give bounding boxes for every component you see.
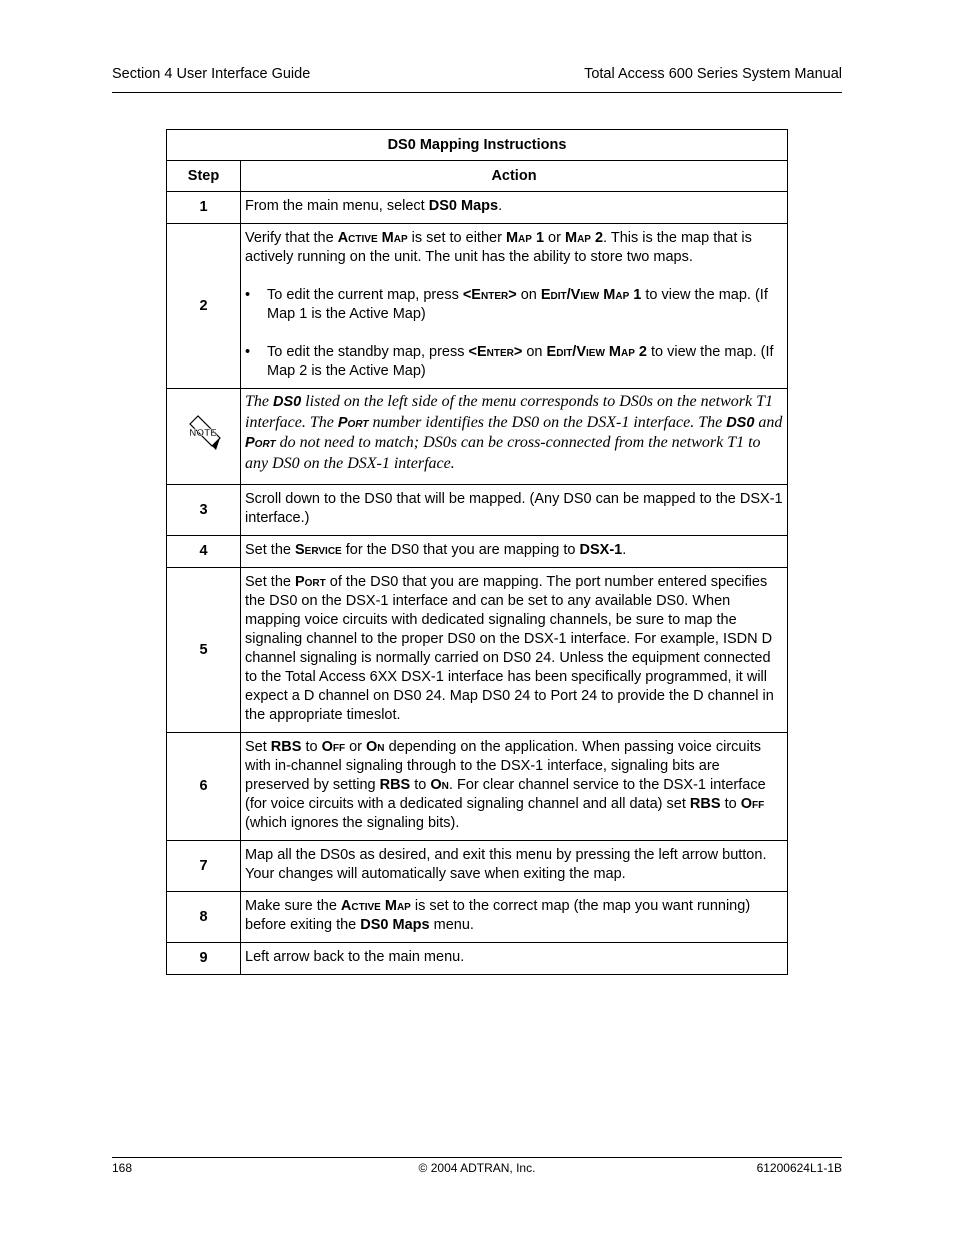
step-action: Scroll down to the DS0 that will be mapped. (Any DS0 can be mapped to the DSX-1 interface.) <box>241 485 788 536</box>
step-action: Set the Port of the DS0 that you are mapping. The port number entered specifies the DS0 on the DSX-1 interface and can be set to any available DS0. When mapping voice circuits with dedicated signaling channels, be sure to map the signaling channel to the proper DS0 on the DSX-1 interface. For example, ISDN D channel signaling is normally carried on DS0 24. Unless the equipment connected to the Total Access 6XX DSX-1 interface has been specifically programmed, it will expect a D channel on DS0 24. Map DS0 24 to Port 24 to provide the D channel in the appropriate timeslot. <box>241 568 788 733</box>
table-row <box>167 485 788 536</box>
step-number: 9 <box>167 943 241 975</box>
step-action: From the main menu, select DS0 Maps. <box>241 192 788 224</box>
note-icon <box>186 414 222 454</box>
note-icon-cell <box>167 389 241 485</box>
table-row <box>167 224 788 389</box>
column-header-action: Action <box>241 161 788 192</box>
table-title: DS0 Mapping Instructions <box>167 130 788 161</box>
page-header <box>112 64 842 93</box>
step-action: Set the Service for the DS0 that you are mapping to DSX-1. <box>241 536 788 568</box>
table-row <box>167 943 788 975</box>
ds0-mapping-table <box>166 129 788 975</box>
step-action: Set RBS to Off or On depending on the application. When passing voice circuits with in-channel signaling through to the DSX-1 interface, signaling bits are preserved by setting RBS to On. For clear channel service to the DSX-1 interface (for voice circuits with a dedicated signaling channel and all data) set RBS to Off (which ignores the signaling bits). <box>241 733 788 841</box>
page-footer <box>112 1157 842 1175</box>
step-action: Make sure the Active Map is set to the correct map (the map you want running) before exiting the DS0 Maps menu. <box>241 892 788 943</box>
table-title-row <box>167 130 788 161</box>
table-row <box>167 892 788 943</box>
table-row <box>167 841 788 892</box>
step-action: Left arrow back to the main menu. <box>241 943 788 975</box>
svg-text:NOTE: NOTE <box>188 427 217 439</box>
step-action: Map all the DS0s as desired, and exit this menu by pressing the left arrow button. Your changes will automatically save when exiting the map. <box>241 841 788 892</box>
step-number: 6 <box>167 733 241 841</box>
step-number: 1 <box>167 192 241 224</box>
column-header-row <box>167 161 788 192</box>
table-row <box>167 568 788 733</box>
note-row <box>167 389 788 485</box>
column-header-step: Step <box>167 161 241 192</box>
step-number: 2 <box>167 224 241 389</box>
copyright: © 2004 ADTRAN, Inc. <box>418 1161 536 1175</box>
step-number: 3 <box>167 485 241 536</box>
step-number: 5 <box>167 568 241 733</box>
document-number: 61200624L1-1B <box>756 1161 842 1175</box>
step-action: Verify that the Active Map is set to either Map 1 or Map 2. This is the map that is actively running on the unit. The unit has the ability to store two maps. • To edit the current map, press <Enter> on Edit/View Map 1 to view the map. (If Map 1 is the Active Map) • To edit the standby map, press <Enter> on Edit/View Map 2 to view the map. (If Map 2 is the Active Map) <box>241 224 788 389</box>
note-text: The DS0 listed on the left side of the menu corresponds to DS0s on the network T1 interface. The Port number identifies the DS0 on the DSX-1 interface. The DS0 and Port do not need to match; DS0s can be cross-connected from the network T1 to any DS0 on the DSX-1 interface. <box>241 389 788 485</box>
manual-title: Total Access 600 Series System Manual <box>584 66 842 82</box>
list-item: • To edit the standby map, press <Enter> on Edit/View Map 2 to view the map. (If Map 2 is the Active Map) <box>245 344 774 379</box>
step-number: 4 <box>167 536 241 568</box>
page-number: 168 <box>112 1161 133 1175</box>
table-row <box>167 536 788 568</box>
table-row <box>167 192 788 224</box>
list-item: • To edit the current map, press <Enter> on Edit/View Map 1 to view the map. (If Map 1 is the Active Map) <box>245 287 768 322</box>
step-number: 7 <box>167 841 241 892</box>
step-number: 8 <box>167 892 241 943</box>
section-title: Section 4 User Interface Guide <box>112 66 311 82</box>
table-row <box>167 733 788 841</box>
